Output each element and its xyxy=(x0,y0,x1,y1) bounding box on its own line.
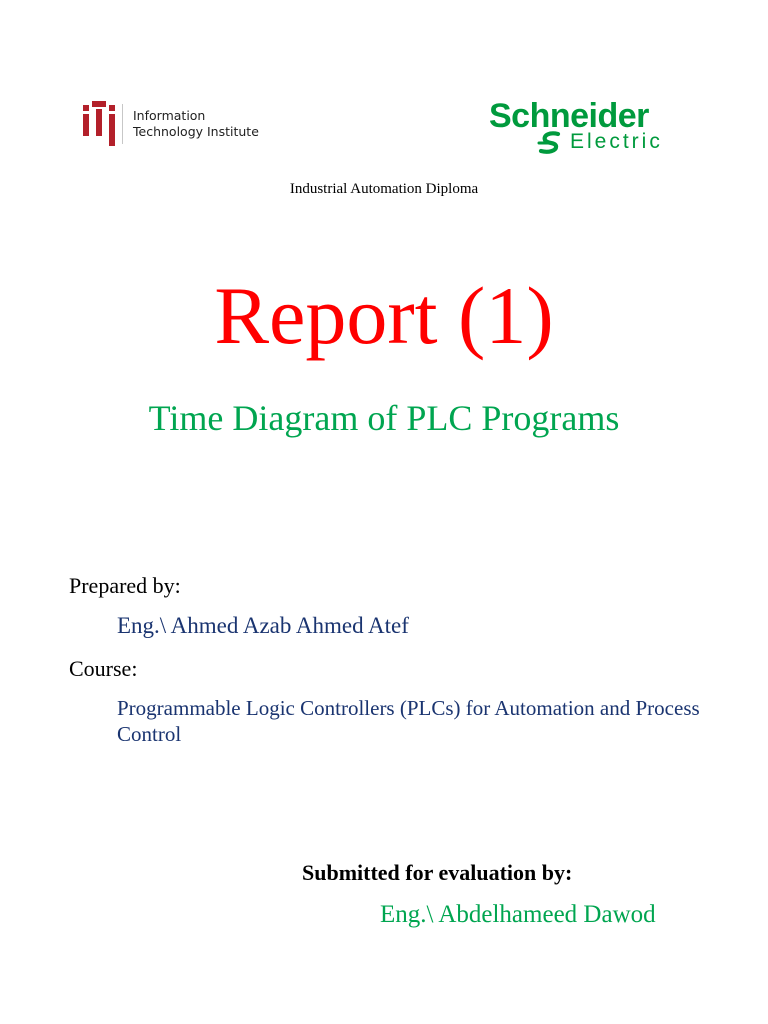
iti-logo-line2: Technology Institute xyxy=(133,124,259,139)
iti-logo xyxy=(82,100,282,148)
evaluator-name: Eng.\ Abdelhameed Dawod xyxy=(380,901,656,928)
schneider-logo-icon xyxy=(536,131,566,155)
schneider-logo-brand: Schneider xyxy=(489,97,649,135)
submitted-for-label: Submitted for evaluation by: xyxy=(302,860,573,885)
iti-logo-line1: Information xyxy=(133,108,206,123)
report-subtitle: Time Diagram of PLC Programs xyxy=(148,398,620,438)
prepared-by-label: Prepared by: xyxy=(69,573,181,598)
iti-logo-icon xyxy=(82,100,116,148)
author-name: Eng.\ Ahmed Azab Ahmed Atef xyxy=(117,613,409,638)
course-label: Course: xyxy=(69,656,138,681)
schneider-logo-sub: Electric xyxy=(570,130,663,153)
iti-logo-text xyxy=(133,108,259,140)
course-name: Programmable Logic Controllers (PLCs) for Automation and Process Control xyxy=(117,696,700,746)
diploma-name: Industrial Automation Diploma xyxy=(289,181,479,197)
schneider-electric-logo xyxy=(484,96,694,158)
report-title: Report (1) xyxy=(214,270,554,361)
iti-logo-divider xyxy=(122,104,123,144)
